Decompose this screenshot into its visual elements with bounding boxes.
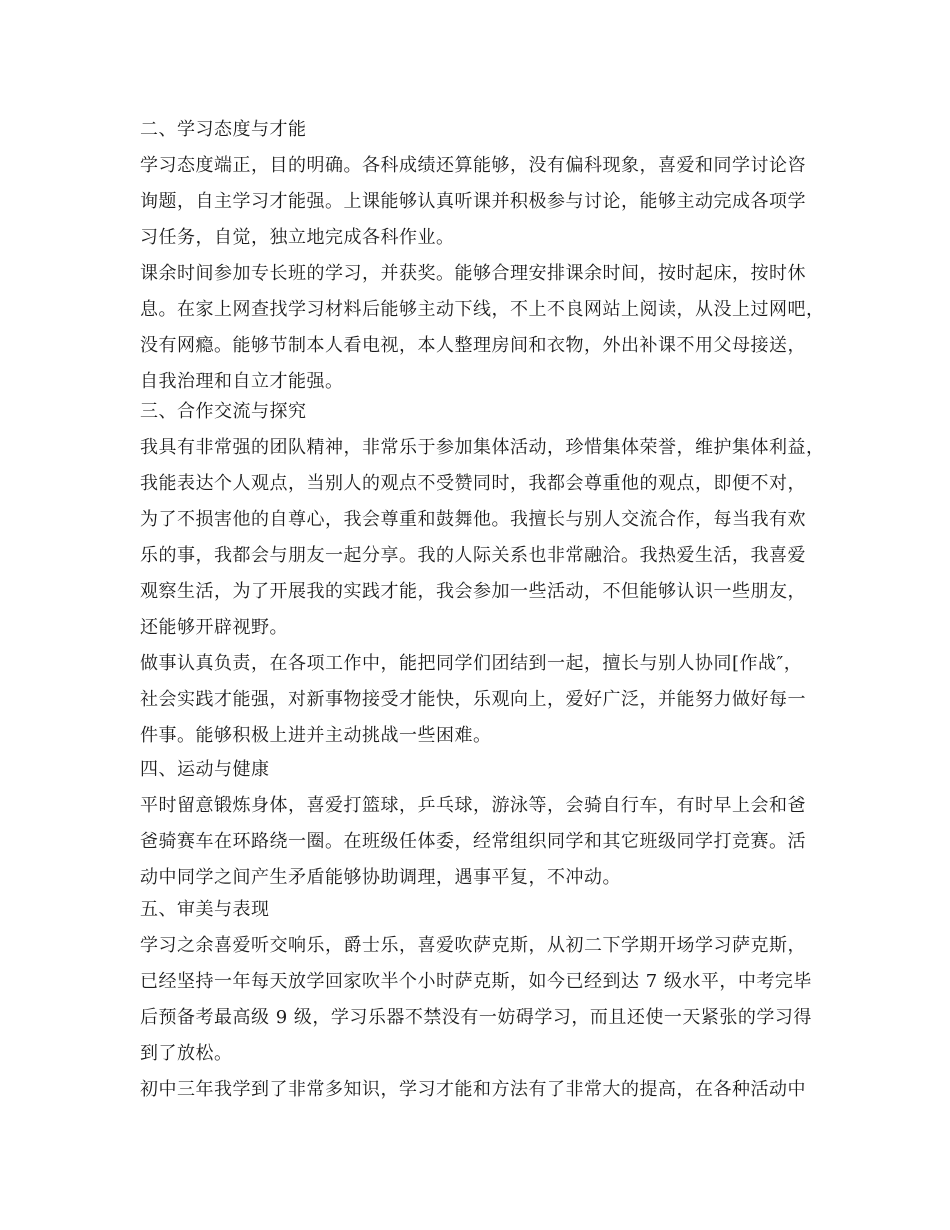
paragraph-line: 已经坚持一年每天放学回家吹半个小时萨克斯，如今已经到达 7 级水平，中考完毕 bbox=[140, 971, 812, 992]
paragraph-line: 平时留意锻炼身体，喜爱打篮球，乒乓球，游泳等，会骑自行车，有时早上会和爸 bbox=[140, 795, 806, 816]
section-heading-2: 二、学习态度与才能 bbox=[140, 119, 307, 140]
paragraph-line: 习任务，自觉，独立地完成各科作业。 bbox=[140, 227, 455, 248]
section-heading-3: 三、合作交流与探究 bbox=[140, 401, 307, 422]
paragraph-line: 动中同学之间产生矛盾能够协助调理，遇事平复，不冲动。 bbox=[140, 867, 621, 888]
paragraph-line: 初中三年我学到了非常多知识，学习才能和方法有了非常大的提高，在各种活动中 bbox=[140, 1079, 806, 1100]
paragraph-line: 件事。能够积极上进并主动挑战一些困难。 bbox=[140, 725, 492, 746]
paragraph-line: 爸骑赛车在环路绕一圈。在班级任体委，经常组织同学和其它班级同学打竞赛。活 bbox=[140, 831, 806, 852]
section-heading-4: 四、运动与健康 bbox=[140, 759, 270, 780]
paragraph-line: 自我治理和自立才能强。 bbox=[140, 371, 344, 392]
paragraph-line: 做事认真负责，在各项工作中，能把同学们团结到一起，擅长与别人协同[作战″， bbox=[140, 653, 803, 674]
section-heading-5: 五、审美与表现 bbox=[140, 899, 270, 920]
paragraph-line: 学习之余喜爱听交响乐，爵士乐，喜爱吹萨克斯，从初二下学期开场学习萨克斯， bbox=[140, 935, 806, 956]
paragraph-line: 还能够开辟视野。 bbox=[140, 617, 288, 638]
paragraph-line: 询题，自主学习才能强。上课能够认真听课并积极参与讨论，能够主动完成各项学 bbox=[140, 191, 806, 212]
paragraph-line: 息。在家上网查找学习材料后能够主动下线，不上不良网站上阅读，从没上过网吧， bbox=[140, 299, 825, 320]
paragraph-line: 为了不损害他的自尊心，我会尊重和鼓舞他。我擅长与别人交流合作，每当我有欢 bbox=[140, 509, 806, 530]
paragraph-line: 学习态度端正，目的明确。各科成绩还算能够，没有偏科现象，喜爱和同学讨论咨 bbox=[140, 155, 806, 176]
paragraph-line: 乐的事，我都会与朋友一起分享。我的人际关系也非常融洽。我热爱生活，我喜爱 bbox=[140, 545, 806, 566]
paragraph-line: 我具有非常强的团队精神，非常乐于参加集体活动，珍惜集体荣誉，维护集体利益， bbox=[140, 437, 825, 458]
paragraph-line: 没有网瘾。能够节制本人看电视，本人整理房间和衣物，外出补课不用父母接送， bbox=[140, 335, 806, 356]
paragraph-line: 我能表达个人观点，当别人的观点不受赞同时，我都会尊重他的观点，即便不对， bbox=[140, 473, 806, 494]
paragraph-line: 后预备考最高级 9 级，学习乐器不禁没有一妨碍学习，而且还使一天紧张的学习得 bbox=[140, 1007, 812, 1028]
paragraph-line: 到了放松。 bbox=[140, 1043, 233, 1064]
paragraph-line: 课余时间参加专长班的学习，并获奖。能够合理安排课余时间，按时起床，按时休 bbox=[140, 263, 806, 284]
paragraph-line: 观察生活，为了开展我的实践才能，我会参加一些活动，不但能够认识一些朋友， bbox=[140, 581, 806, 602]
paragraph-line: 社会实践才能强，对新事物接受才能快，乐观向上，爱好广泛，并能努力做好每一 bbox=[140, 689, 806, 710]
